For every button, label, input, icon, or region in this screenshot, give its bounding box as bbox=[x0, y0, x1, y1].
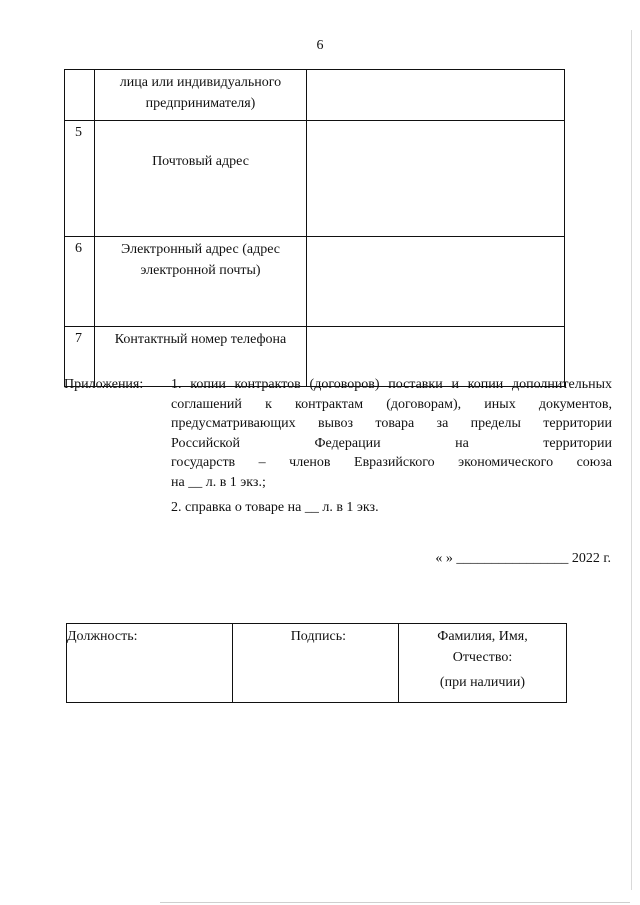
appendix-heading: Приложения: bbox=[64, 377, 144, 392]
table-row bbox=[67, 624, 567, 703]
name-label-line-3: (при наличии) bbox=[439, 675, 526, 690]
appendix-item-2: 2. справка о товаре на __ л. в 1 экз. bbox=[171, 500, 379, 515]
row-number: 7 bbox=[65, 327, 95, 387]
row-value-field[interactable] bbox=[307, 121, 565, 237]
appendix-line: 1. копии контрактов (договоров) поставки и копии дополнительных bbox=[171, 377, 612, 392]
row-number: 5 bbox=[65, 121, 95, 237]
row-value-field[interactable] bbox=[307, 237, 565, 327]
table-row bbox=[65, 121, 565, 237]
appendix-line: предусматривающих вывоз товара за пределы территории bbox=[171, 416, 612, 431]
table-row bbox=[65, 70, 565, 121]
scan-edge-right bbox=[631, 30, 632, 890]
appendix-line: государств – членов Евразийского экономического союза bbox=[171, 455, 612, 470]
appendix-line: соглашений к контрактам (договорам), иных документов, bbox=[171, 396, 612, 412]
signature-table bbox=[66, 623, 567, 703]
row-label: Почтовый адрес bbox=[95, 121, 307, 237]
scan-edge-bottom bbox=[160, 902, 630, 903]
signature-label: Подпись: bbox=[290, 629, 346, 644]
row-label: лица или индивидуального предпринимателя) bbox=[95, 70, 307, 121]
name-label-line-2: Отчество: bbox=[452, 650, 513, 665]
row-number: 6 bbox=[65, 237, 95, 327]
name-label-line-1: Фамилия, Имя, bbox=[437, 629, 528, 644]
row-value-field[interactable] bbox=[307, 70, 565, 121]
full-name-cell[interactable] bbox=[399, 624, 567, 703]
row-number bbox=[65, 70, 95, 121]
page-number: 6 bbox=[316, 38, 324, 53]
appendix-line: на __ л. в 1 экз.; bbox=[171, 474, 266, 490]
applicant-info-table bbox=[64, 69, 565, 387]
appendix-line: Российской Федерации на территории bbox=[171, 435, 612, 451]
position-label: Должность: bbox=[67, 629, 138, 644]
row-label: Контактный номер телефона bbox=[95, 327, 307, 387]
table-row bbox=[65, 237, 565, 327]
position-cell[interactable] bbox=[67, 624, 233, 703]
appendix-item-1 bbox=[171, 375, 612, 492]
row-label: Электронный адрес (адрес электронной почты) bbox=[95, 237, 307, 327]
date-line: « » ________________ 2022 г. bbox=[435, 551, 611, 566]
signature-cell[interactable] bbox=[233, 624, 399, 703]
